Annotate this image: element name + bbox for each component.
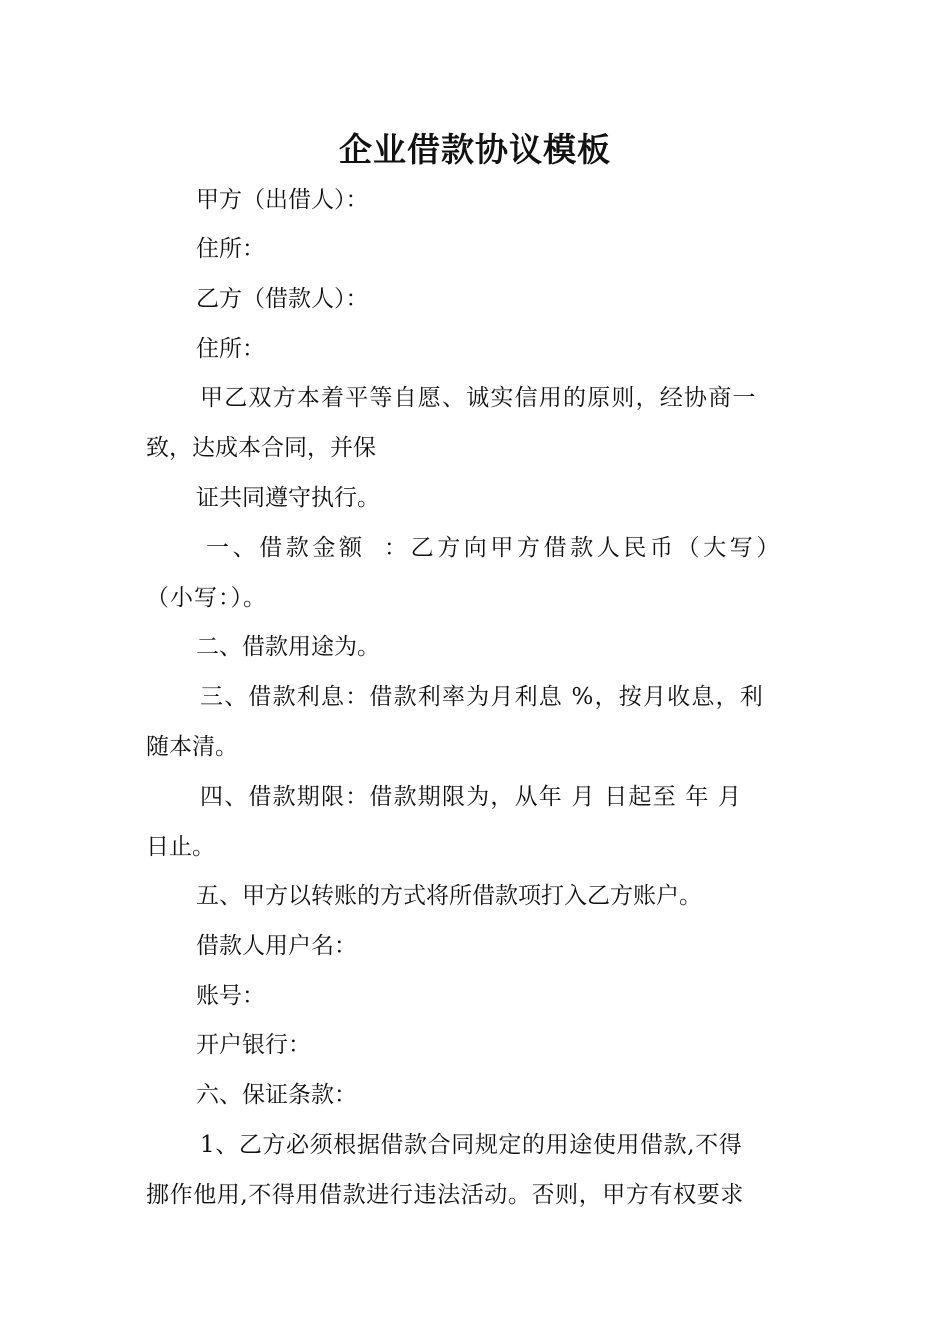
bank-line: 开户银行： bbox=[196, 1032, 311, 1058]
clause-5-transfer: 五、甲方以转账的方式将所借款项打入乙方账户。 bbox=[196, 883, 702, 909]
clause-6-guarantee: 六、保证条款： bbox=[196, 1082, 357, 1108]
party-a-address-line: 住所： bbox=[196, 236, 265, 262]
preamble-line-2: 致，达成本合同，并保 bbox=[146, 435, 376, 461]
clause-4-line-1: 四、借款期限：借款期限为，从年 月 日起至 年 月 bbox=[200, 784, 743, 810]
account-number-line: 账号： bbox=[196, 983, 265, 1009]
clause-1-line-2: （小写：）。 bbox=[146, 585, 267, 611]
preamble-line-3: 证共同遵守执行。 bbox=[196, 485, 380, 511]
party-b-line: 乙方（借款人）： bbox=[196, 286, 369, 312]
party-b-address-line: 住所： bbox=[196, 336, 265, 362]
party-a-line: 甲方（出借人）： bbox=[196, 187, 369, 213]
item-1-line-2: 挪作他用,不得用借款进行违法活动。否则，甲方有权要求 bbox=[146, 1182, 744, 1208]
clause-1-amount-label: 一、借款金额 bbox=[206, 535, 366, 561]
clause-3-line-2: 随本清。 bbox=[146, 734, 238, 760]
document-title: 企业借款协议模板 bbox=[339, 130, 611, 169]
clause-3-line-1: 三、借款利息：借款利率为月利息 %，按月收息，利 bbox=[200, 684, 764, 710]
account-name-line: 借款人用户名： bbox=[196, 933, 357, 959]
preamble-line-1: 甲乙双方本着平等自愿、诚实信用的原则，经协商一 bbox=[200, 385, 757, 411]
clause-4-line-2: 日止。 bbox=[146, 834, 215, 860]
clause-2-purpose: 二、借款用途为。 bbox=[196, 634, 380, 660]
clause-1-amount-text: ：乙方向甲方借款人民币（大写） bbox=[384, 535, 783, 561]
item-1-line-1: 1、乙方必须根据借款合同规定的用途使用借款,不得 bbox=[200, 1132, 743, 1158]
